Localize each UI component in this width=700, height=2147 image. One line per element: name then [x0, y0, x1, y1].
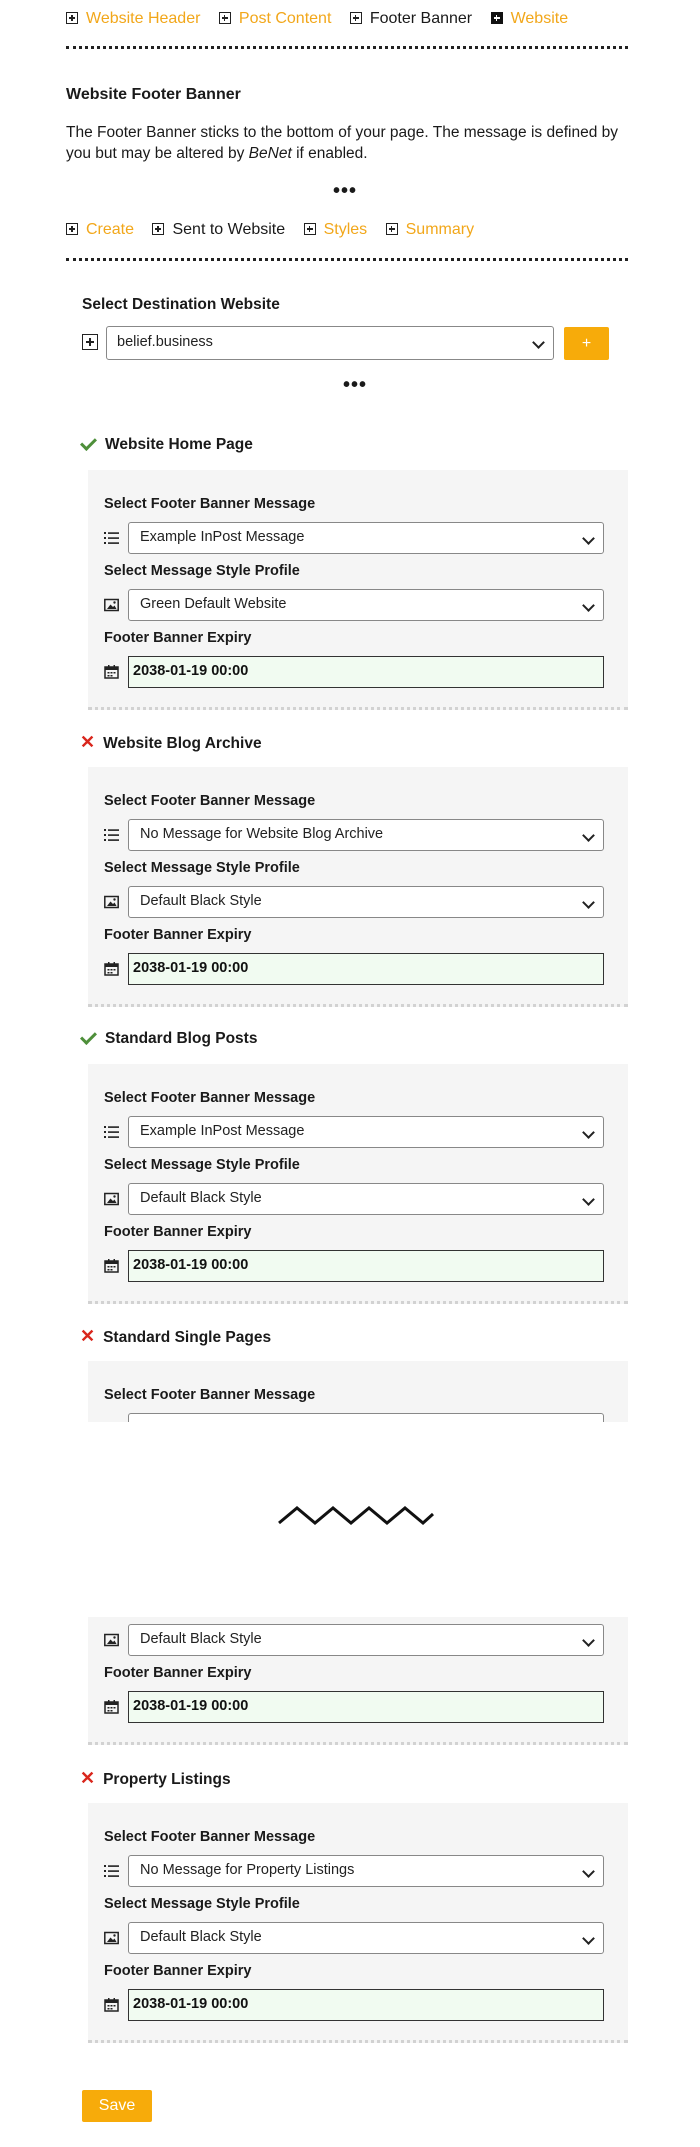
style-label: Select Message Style Profile: [104, 1896, 300, 1912]
chevron-down-icon: [582, 1634, 595, 1647]
chevron-down-icon: [582, 1193, 595, 1206]
expiry-input[interactable]: 2038-01-19 00:00: [128, 1250, 604, 1282]
style-label: Select Message Style Profile: [104, 860, 300, 876]
zigzag-break-icon: [276, 1500, 436, 1530]
chevron-down-icon: [582, 1865, 595, 1878]
section-title: ✕ Standard Single Pages: [80, 1326, 272, 1346]
expiry-input[interactable]: 2038-01-19 00:00: [128, 1989, 604, 2021]
subnav-sent-to-website[interactable]: Sent to Website: [152, 221, 285, 239]
list-icon: [104, 1125, 119, 1139]
description: The Footer Banner sticks to the bottom of your page. The message is defined by you but may be altered by BeNet if enabled.: [66, 124, 618, 162]
plus-square-icon: [219, 12, 231, 24]
cross-icon: ✕: [80, 1768, 96, 1788]
ellipsis-icon: •••: [343, 374, 368, 396]
section-panel: [88, 1064, 628, 1304]
section-title: ✕ Property Listings: [80, 1768, 231, 1788]
section-heading: Website Footer Banner: [66, 86, 241, 103]
divider: [66, 46, 628, 49]
section-panel: [88, 1803, 628, 2043]
chevron-down-icon: [582, 896, 595, 909]
message-label: Select Footer Banner Message: [104, 1829, 316, 1845]
chevron-down-icon: [582, 1932, 595, 1945]
image-icon: [104, 598, 119, 612]
nav-website-header[interactable]: Website Header: [66, 10, 200, 28]
style-select[interactable]: Default Black Style: [128, 886, 604, 918]
image-icon: [104, 895, 119, 909]
section-panel-truncated: [88, 1361, 628, 1422]
save-button[interactable]: Save: [82, 2090, 152, 2122]
check-icon: [80, 1028, 97, 1045]
message-select[interactable]: [128, 1413, 604, 1422]
message-label: Select Footer Banner Message: [104, 1387, 316, 1403]
destination-label: Select Destination Website: [82, 296, 280, 313]
image-icon: [104, 1633, 119, 1647]
expiry-label: Footer Banner Expiry: [104, 630, 252, 646]
list-icon: [104, 1864, 119, 1878]
message-select[interactable]: No Message for Website Blog Archive: [128, 819, 604, 851]
image-icon: [104, 1931, 119, 1945]
section-panel: [88, 767, 628, 1007]
top-nav: [66, 10, 582, 28]
plus-square-filled-icon: [491, 12, 503, 24]
add-website-button[interactable]: +: [564, 327, 609, 360]
expiry-label: Footer Banner Expiry: [104, 1224, 252, 1240]
subnav-summary[interactable]: Summary: [386, 221, 474, 239]
expiry-label: Footer Banner Expiry: [104, 1665, 252, 1681]
list-icon: [104, 531, 119, 545]
image-icon: [104, 1192, 119, 1206]
check-icon: [80, 434, 97, 451]
calendar-icon: [104, 1259, 119, 1273]
sub-nav: [66, 221, 488, 239]
nav-post-content[interactable]: Post Content: [219, 10, 332, 28]
plus-square-icon: [304, 223, 316, 235]
calendar-icon: [104, 665, 119, 679]
cross-icon: ✕: [80, 732, 96, 752]
message-select[interactable]: Example InPost Message: [128, 1116, 604, 1148]
subnav-create[interactable]: Create: [66, 221, 134, 239]
chevron-down-icon: [582, 829, 595, 842]
message-label: Select Footer Banner Message: [104, 1090, 316, 1106]
expiry-label: Footer Banner Expiry: [104, 927, 252, 943]
calendar-icon: [104, 1700, 119, 1714]
section-panel: [88, 470, 628, 710]
section-panel-continued: [88, 1617, 628, 1745]
plus-square-icon[interactable]: [82, 334, 98, 350]
calendar-icon: [104, 1998, 119, 2012]
style-label: Select Message Style Profile: [104, 563, 300, 579]
cross-icon: ✕: [80, 1326, 96, 1346]
destination-website-select[interactable]: belief.business: [106, 326, 554, 360]
plus-square-icon: [350, 12, 362, 24]
nav-footer-banner[interactable]: Footer Banner: [350, 10, 472, 28]
message-label: Select Footer Banner Message: [104, 496, 316, 512]
plus-square-icon: [152, 223, 164, 235]
chevron-down-icon: [532, 336, 545, 349]
plus-square-icon: [66, 223, 78, 235]
subnav-styles[interactable]: Styles: [304, 221, 368, 239]
style-select[interactable]: Default Black Style: [128, 1922, 604, 1954]
message-select[interactable]: Example InPost Message: [128, 522, 604, 554]
style-select[interactable]: Default Black Style: [128, 1183, 604, 1215]
expiry-input[interactable]: 2038-01-19 00:00: [128, 1691, 604, 1723]
style-label: Select Message Style Profile: [104, 1157, 300, 1173]
section-title: Website Home Page: [80, 435, 253, 454]
style-select[interactable]: Green Default Website: [128, 589, 604, 621]
chevron-down-icon: [582, 1126, 595, 1139]
divider: [66, 258, 628, 261]
expiry-input[interactable]: 2038-01-19 00:00: [128, 953, 604, 985]
expiry-input[interactable]: 2038-01-19 00:00: [128, 656, 604, 688]
message-select[interactable]: No Message for Property Listings: [128, 1855, 604, 1887]
message-label: Select Footer Banner Message: [104, 793, 316, 809]
plus-square-icon: [66, 12, 78, 24]
chevron-down-icon: [582, 532, 595, 545]
chevron-down-icon: [582, 599, 595, 612]
style-select[interactable]: Default Black Style: [128, 1624, 604, 1656]
ellipsis-icon: •••: [333, 180, 358, 202]
plus-square-icon: [386, 223, 398, 235]
nav-website[interactable]: Website: [491, 10, 569, 28]
calendar-icon: [104, 962, 119, 976]
section-title: ✕ Website Blog Archive: [80, 732, 262, 752]
section-title: Standard Blog Posts: [80, 1029, 257, 1048]
expiry-label: Footer Banner Expiry: [104, 1963, 252, 1979]
list-icon: [104, 828, 119, 842]
